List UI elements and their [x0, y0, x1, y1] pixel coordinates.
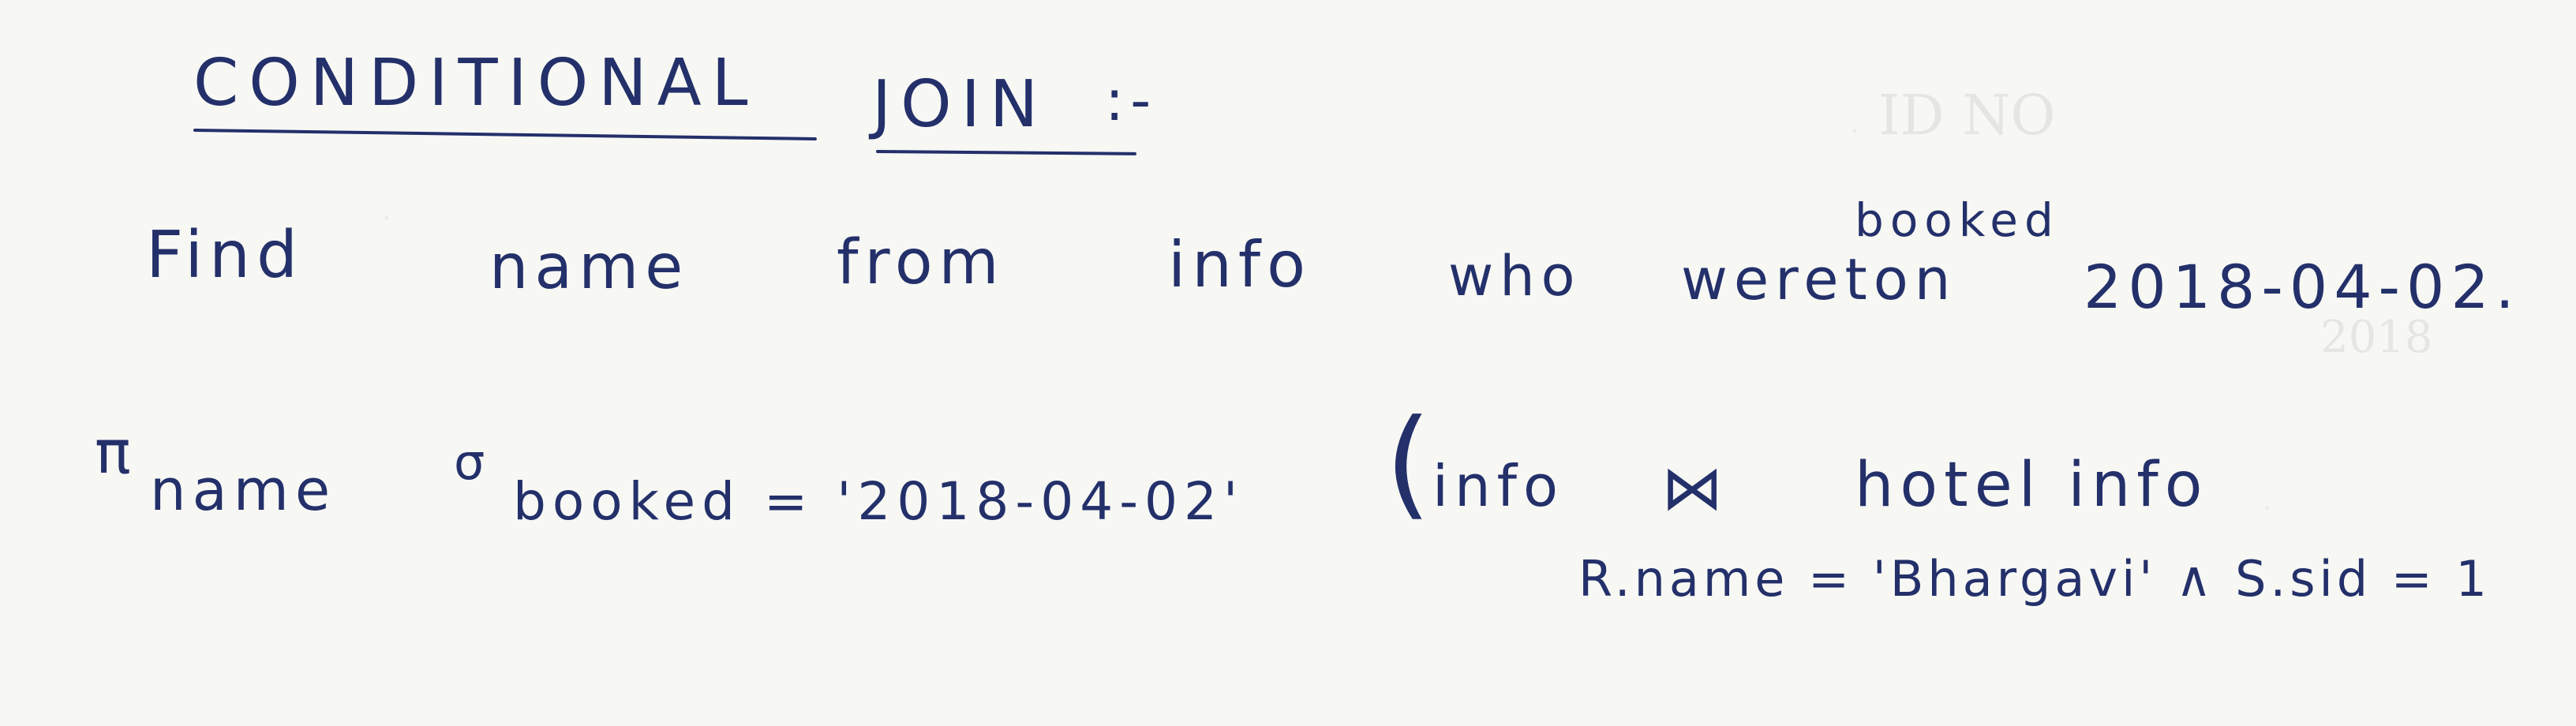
title-colon: :-	[1105, 67, 1158, 133]
question-booked-insert: booked	[1855, 193, 2060, 247]
question-name: name	[489, 232, 690, 303]
formula-booked-condition: booked = '2018-04-02'	[513, 471, 1245, 532]
question-date: 2018-04-02.	[2084, 252, 2521, 322]
title-conditional: CONDITIONAL	[193, 46, 758, 121]
faint-mark-1: ID NO	[1878, 83, 2056, 148]
formula-pi: π	[95, 417, 137, 487]
question-info: info	[1168, 228, 1312, 301]
title-underline-1	[193, 129, 817, 140]
formula-open-paren: (	[1385, 395, 1432, 532]
question-find: Find	[146, 218, 305, 293]
question-from: from	[837, 227, 1005, 298]
formula-join-condition: R.name = 'Bhargavi' ∧ S.sid = 1	[1578, 550, 2491, 608]
formula-right-relation: hotel info	[1855, 450, 2209, 521]
formula-join-symbol: ⋈	[1661, 453, 1729, 524]
title-underline-2	[876, 150, 1136, 155]
formula-left-relation: info	[1432, 453, 1565, 519]
formula-sigma: σ	[454, 433, 492, 491]
title-join: JOIN	[872, 67, 1048, 142]
question-wereton: wereton	[1681, 246, 1957, 312]
question-who: who	[1448, 244, 1582, 309]
faint-mark-2: 2018	[2320, 312, 2433, 363]
formula-name-subscript: name	[150, 457, 337, 523]
